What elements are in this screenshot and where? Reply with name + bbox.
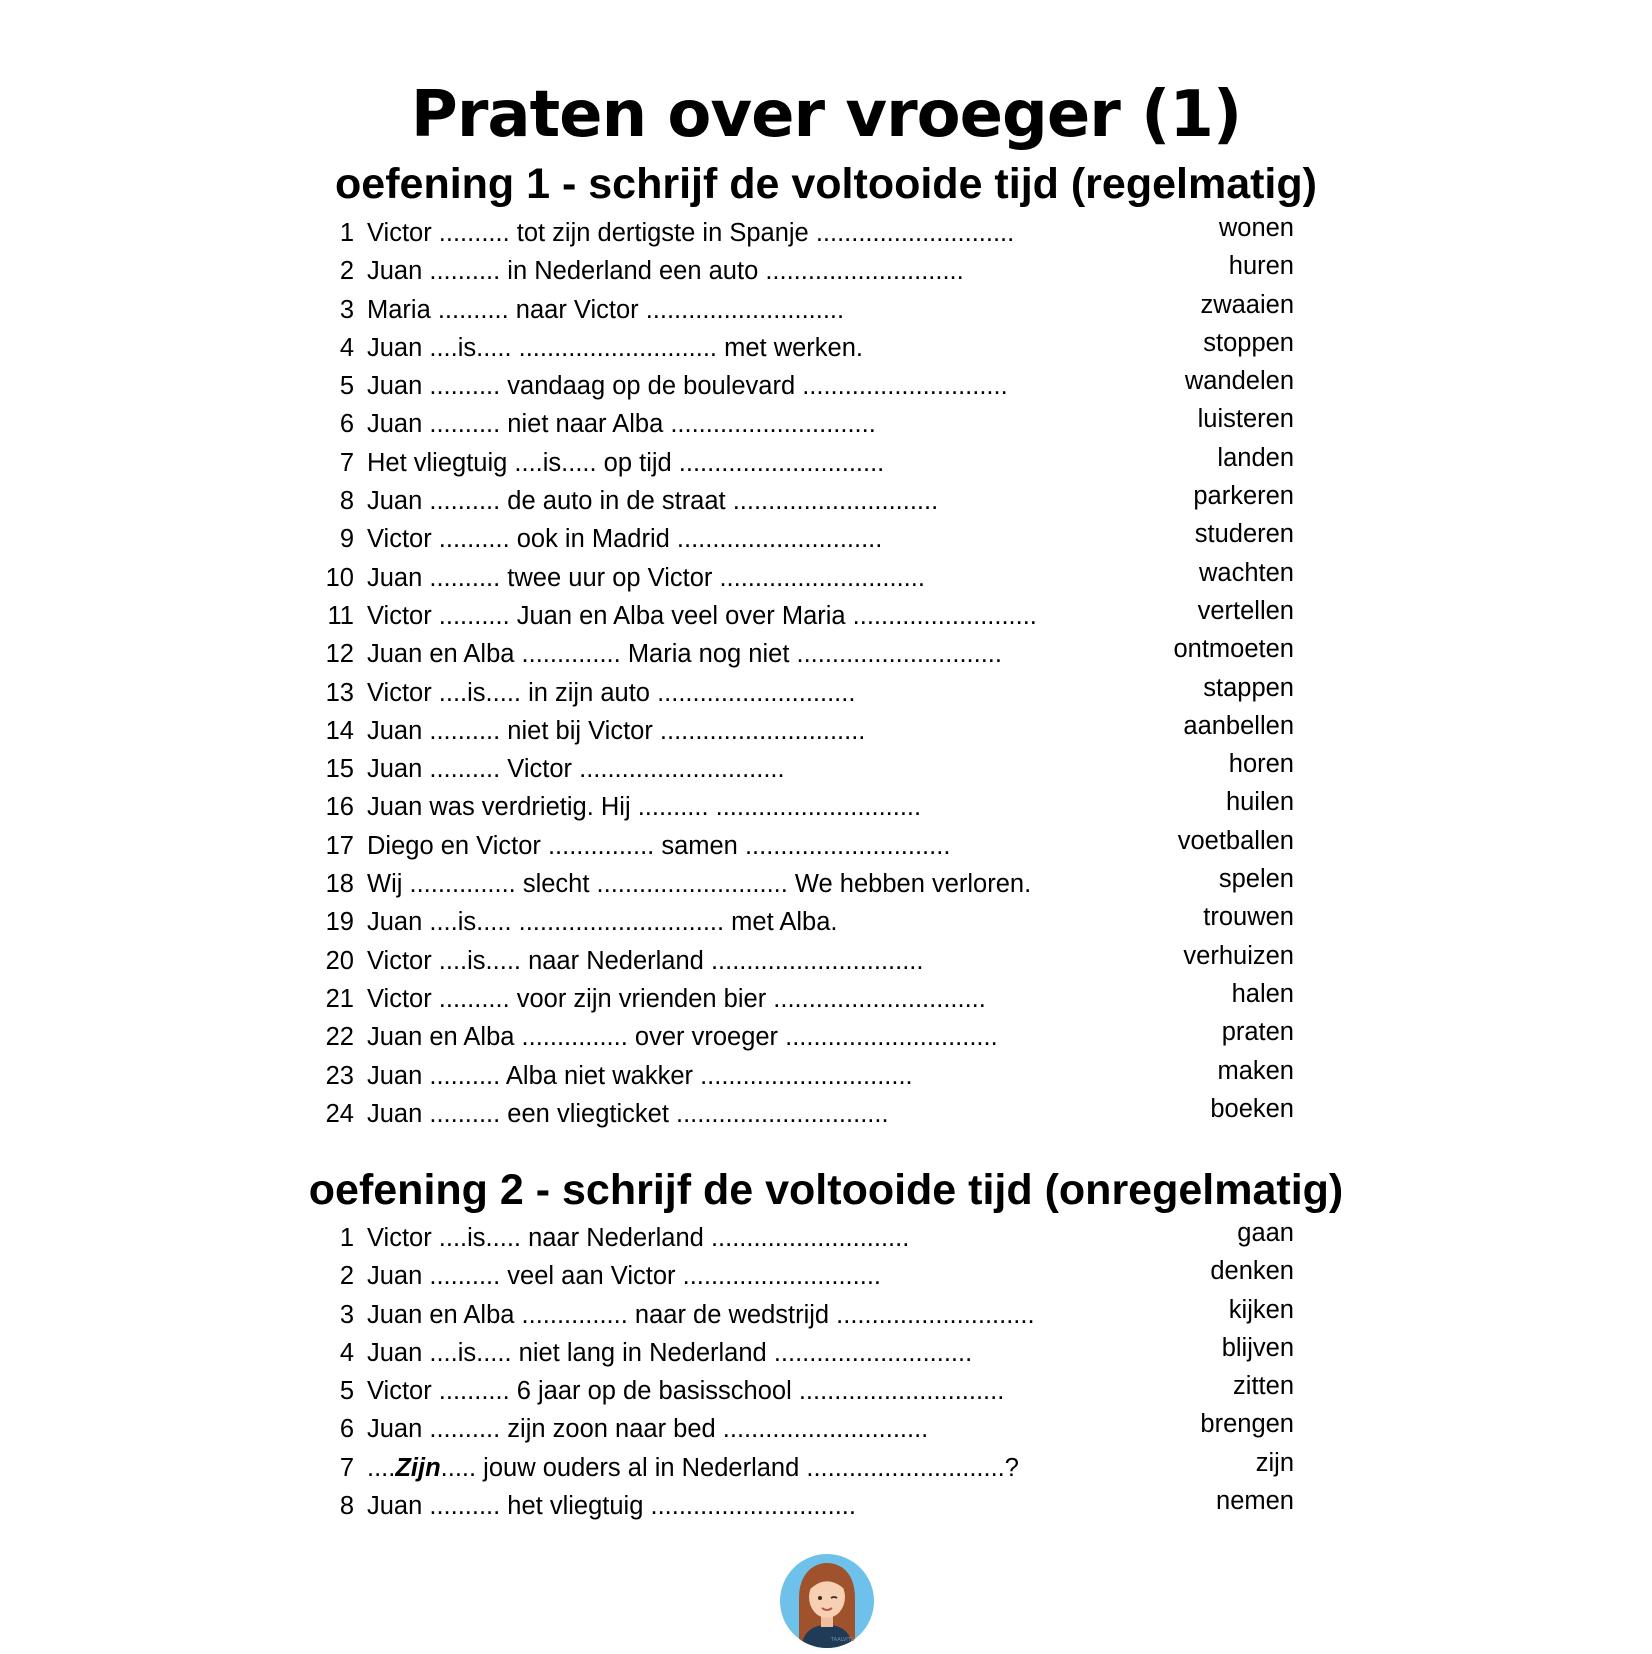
row-sentence: Juan .......... Alba niet wakker .............................. (367, 1061, 913, 1090)
row-number: 6 (339, 1415, 354, 1444)
exercise-row (318, 1446, 1294, 1484)
row-number: 5 (339, 1377, 354, 1406)
row-sentence: Juan .......... niet bij Victor ............................. (367, 716, 866, 745)
exercise-row (318, 1407, 1294, 1445)
row-sentence: Victor .......... voor zijn vrienden bier .............................. (367, 984, 986, 1013)
row-sentence: Maria .......... naar Victor ............................ (367, 295, 845, 324)
row-number: 4 (339, 1338, 354, 1367)
row-verb: praten (1221, 1018, 1294, 1047)
row-sentence: Juan .......... het vliegtuig ............................. (367, 1492, 856, 1521)
row-sentence: Juan en Alba ............... over vroeger .............................. (367, 1023, 998, 1052)
row-sentence: Diego en Victor ............... samen ............................. (367, 831, 951, 860)
row-verb: parkeren (1193, 482, 1294, 511)
row-sentence: Juan .......... Victor ............................. (367, 755, 785, 784)
row-number: 17 (325, 831, 354, 860)
exercise-row (318, 632, 1294, 670)
row-verb: zwaaien (1200, 290, 1294, 319)
row-sentence: Juan was verdrietig. Hij .......... ............................. (367, 793, 922, 822)
row-sentence: Victor ....is..... in zijn auto ............................ (367, 678, 856, 707)
row-number: 7 (339, 1453, 354, 1482)
row-number: 20 (325, 946, 354, 975)
exercise-row (318, 402, 1294, 440)
row-verb: voetballen (1177, 826, 1294, 855)
exercise-row (318, 939, 1294, 977)
exercise1-list (318, 211, 1294, 1130)
exercise-row (318, 288, 1294, 326)
sentence-prefix: .... (367, 1453, 396, 1482)
row-sentence (367, 1449, 1019, 1487)
row-verb: nemen (1216, 1487, 1294, 1516)
exercise-row (318, 1369, 1294, 1407)
row-number: 7 (339, 448, 354, 477)
row-number: 19 (325, 908, 354, 937)
row-number: 18 (325, 870, 354, 899)
row-verb: luisteren (1197, 405, 1294, 434)
row-number: 2 (339, 1262, 354, 1291)
row-verb: aanbellen (1183, 711, 1294, 740)
row-verb: wonen (1218, 214, 1294, 242)
sentence-suffix: ..... jouw ouders al in Nederland ............................? (440, 1453, 1019, 1482)
exercise-row (318, 977, 1294, 1015)
exercise-row (318, 479, 1294, 517)
row-verb: gaan (1237, 1219, 1294, 1247)
exercise-row (318, 1254, 1294, 1292)
row-verb: kijken (1228, 1295, 1294, 1324)
row-number: 8 (339, 1492, 354, 1521)
row-verb: zijn (1255, 1448, 1294, 1477)
row-sentence: Juan ....is..... ............................ met werken. (367, 333, 863, 362)
row-verb: horen (1228, 750, 1294, 779)
exercise-row (318, 556, 1294, 594)
row-verb: brengen (1200, 1410, 1294, 1439)
exercise-row (318, 441, 1294, 479)
row-verb: stappen (1203, 673, 1294, 702)
exercise-row (318, 1331, 1294, 1369)
row-number: 1 (339, 1224, 354, 1252)
row-verb: studeren (1194, 520, 1294, 549)
row-verb: huilen (1225, 788, 1294, 817)
exercise-row (318, 211, 1294, 249)
row-sentence: Juan en Alba .............. Maria nog niet ............................. (367, 640, 1002, 669)
row-sentence: Wij ............... slecht ........................... We hebben verloren. (367, 870, 1032, 899)
exercise2-list (318, 1216, 1294, 1522)
row-verb: spelen (1218, 865, 1294, 894)
exercise-row (318, 1092, 1294, 1130)
exercise-row (318, 1484, 1294, 1522)
row-sentence: Juan .......... de auto in de straat ............................. (367, 487, 939, 516)
sentence-bold-word: Zijn (395, 1453, 441, 1482)
row-verb: halen (1231, 979, 1294, 1008)
row-number: 22 (325, 1023, 354, 1052)
exercise-row (318, 1054, 1294, 1092)
row-verb: wandelen (1184, 367, 1294, 396)
row-verb: ontmoeten (1173, 635, 1294, 664)
exercise-row (318, 862, 1294, 900)
exercise-row (318, 364, 1294, 402)
row-sentence: Juan .......... veel aan Victor ............................ (367, 1262, 881, 1291)
exercise-row (318, 249, 1294, 287)
row-sentence: Victor .......... 6 jaar op de basisschool ............................. (367, 1377, 1005, 1406)
row-verb: wachten (1199, 558, 1294, 587)
row-sentence: Victor .......... Juan en Alba veel over Maria .......................... (367, 601, 1037, 630)
row-verb: stoppen (1203, 328, 1294, 357)
row-number: 6 (339, 410, 354, 439)
exercise-row (318, 1293, 1294, 1331)
row-number: 14 (325, 716, 354, 745)
row-verb: trouwen (1203, 903, 1294, 932)
page-title: Praten over vroeger (1) (410, 78, 1242, 152)
row-sentence: Juan en Alba ............... naar de wedstrijd ............................ (367, 1300, 1035, 1329)
row-verb: denken (1210, 1257, 1294, 1286)
logo-label: TAALVITZ (831, 1637, 855, 1643)
row-number: 16 (325, 793, 354, 822)
exercise-row (318, 326, 1294, 364)
row-verb: blijven (1221, 1333, 1294, 1362)
row-number: 24 (325, 1099, 354, 1128)
row-sentence: Juan ....is..... niet lang in Nederland ............................ (367, 1338, 973, 1367)
row-sentence: Juan .......... een vliegticket .............................. (367, 1099, 889, 1128)
exercise2-title: oefening 2 - schrijf de voltooide tijd (onregelmatig) (308, 1166, 1344, 1214)
row-number: 9 (339, 525, 354, 554)
row-sentence: Victor ....is..... naar Nederland ............................ (367, 1224, 910, 1252)
row-number: 13 (325, 678, 354, 707)
exercise-row (318, 517, 1294, 555)
row-number: 23 (325, 1061, 354, 1090)
exercise-row (318, 709, 1294, 747)
row-number: 2 (339, 257, 354, 286)
row-sentence: Het vliegtuig ....is..... op tijd ............................. (367, 448, 885, 477)
row-number: 12 (325, 640, 354, 669)
row-number: 11 (327, 601, 354, 630)
row-sentence: Victor .......... tot zijn dertigste in Spanje ............................ (367, 219, 1015, 247)
exercise-row (318, 900, 1294, 938)
exercise-row (318, 824, 1294, 862)
row-sentence: Juan .......... niet naar Alba ............................. (367, 410, 876, 439)
row-number: 3 (339, 1300, 354, 1329)
exercise-row (318, 1216, 1294, 1254)
row-number: 10 (325, 563, 354, 592)
row-sentence: Juan .......... in Nederland een auto ............................ (367, 257, 964, 286)
exercise-row (318, 1015, 1294, 1053)
row-verb: boeken (1210, 1094, 1294, 1123)
row-sentence: Juan .......... vandaag op de boulevard ............................. (367, 372, 1008, 401)
row-sentence: Juan ....is..... ............................. met Alba. (367, 908, 838, 937)
teacher-avatar-icon (779, 1553, 875, 1649)
row-number: 3 (339, 295, 354, 324)
row-number: 4 (339, 333, 354, 362)
row-verb: vertellen (1197, 596, 1294, 625)
exercise-row (318, 747, 1294, 785)
row-verb: verhuizen (1183, 941, 1294, 970)
row-verb: huren (1228, 252, 1294, 281)
exercise-row (318, 594, 1294, 632)
row-verb: zitten (1233, 1372, 1294, 1401)
row-number: 1 (339, 219, 354, 247)
exercise-row (318, 785, 1294, 823)
row-number: 5 (339, 372, 354, 401)
row-sentence: Victor .......... ook in Madrid ............................. (367, 525, 883, 554)
exercise1-title: oefening 1 - schrijf de voltooide tijd (regelmatig) (335, 160, 1317, 208)
row-sentence: Victor ....is..... naar Nederland .............................. (367, 946, 924, 975)
row-sentence: Juan .......... zijn zoon naar bed ............................. (367, 1415, 929, 1444)
row-verb: maken (1217, 1056, 1294, 1085)
exercise-row (318, 671, 1294, 709)
row-verb: landen (1217, 443, 1294, 472)
row-number: 21 (325, 984, 354, 1013)
row-number: 15 (325, 755, 354, 784)
row-sentence: Juan .......... twee uur op Victor ............................. (367, 563, 925, 592)
row-number: 8 (339, 487, 354, 516)
